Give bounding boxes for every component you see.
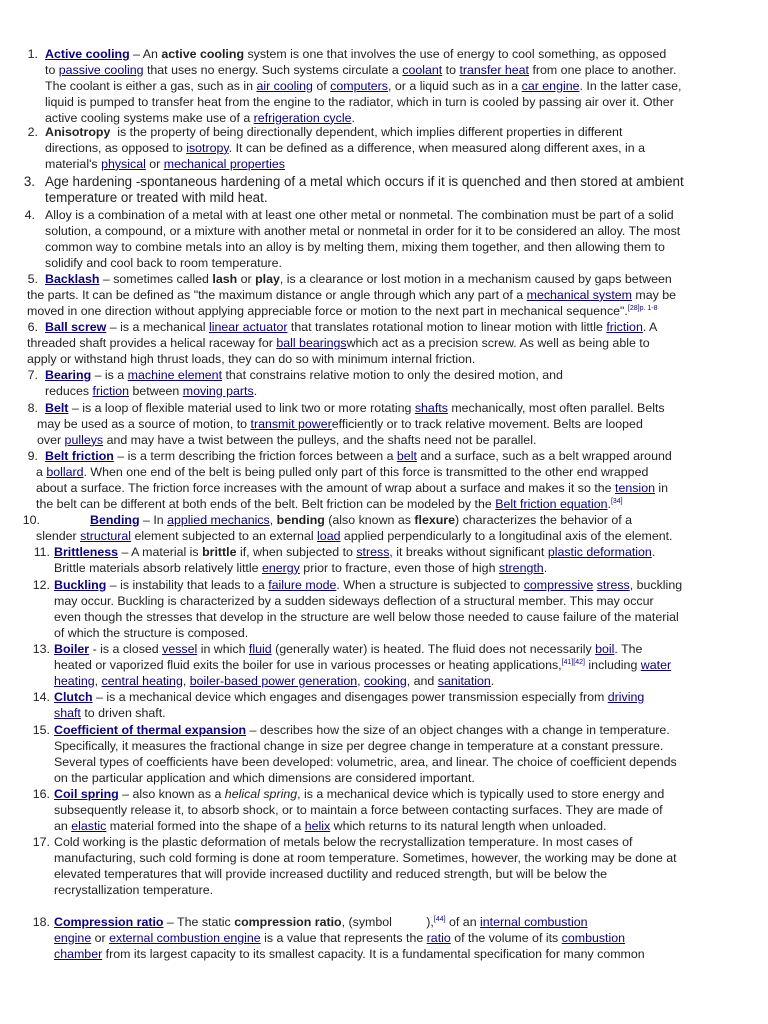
wiki-link[interactable]: ratio <box>426 930 451 945</box>
bold-term: Anisotropy <box>45 125 111 139</box>
text-run: elevated temperatures that will provide increased ductility and reduced strength, but will be below the <box>54 866 608 881</box>
text-run: or <box>91 930 110 945</box>
entry-line <box>27 304 657 320</box>
entry-number: 15. <box>32 723 50 737</box>
entry-line <box>45 256 282 272</box>
text-run: , is a mechanical device which is typically used to store energy and <box>297 787 665 801</box>
entry-line <box>37 417 643 433</box>
text-run: . When a structure is subjected to <box>336 578 524 592</box>
wiki-link[interactable]: passive cooling <box>58 62 144 77</box>
text-run: – An <box>129 47 162 61</box>
text-run: ) characterizes the behavior of a <box>455 513 633 527</box>
entry-number: 8. <box>27 401 38 415</box>
text-run: – also known as a <box>118 787 225 801</box>
text-run: of <box>312 78 331 93</box>
entry-line <box>54 578 682 594</box>
wiki-link[interactable]: moving parts <box>182 383 254 398</box>
text-run: Age hardening -spontaneous hardening of a metal which occurs if it is quenched and then stored at ambient <box>45 174 684 189</box>
entry-line <box>54 674 494 690</box>
wiki-link[interactable]: refrigeration cycle <box>253 110 352 125</box>
citation-ref[interactable]: [41][42] <box>561 658 585 666</box>
text-run: . It can be defined as a difference, when measured along different axes, in a <box>228 140 645 155</box>
term-link[interactable]: Coefficient of thermal expansion <box>54 723 247 737</box>
entry-number: 5. <box>27 272 38 286</box>
entry-line <box>54 755 677 771</box>
wiki-link[interactable]: water <box>640 657 672 672</box>
text-run: slender <box>36 528 81 543</box>
text-run: applied perpendicularly to a longitudinal axis of the element. <box>340 528 673 543</box>
wiki-link[interactable]: cooking <box>364 673 407 688</box>
text-run: , <box>357 673 365 688</box>
text-run: liquid is pumped to transfer heat from the engine to the radiator, which in turn is cooled by passing air over it. Other <box>45 94 674 109</box>
entry-line <box>54 787 664 803</box>
bold-term: brittle <box>202 545 237 559</box>
text-run: to <box>442 62 460 77</box>
text-run: – sometimes called <box>99 272 213 286</box>
wiki-link[interactable]: mechanical system <box>526 287 632 302</box>
text-run: which act as a precision screw. As well as being able to <box>346 335 650 350</box>
text-run: that translates rotational motion to linear motion with little <box>287 320 607 334</box>
bold-term: flexure <box>414 513 456 527</box>
text-run: may be used as a source of motion, to <box>37 416 251 431</box>
text-run: is the property of being directionally dependent, which implies different properties in different <box>110 125 623 139</box>
wiki-link[interactable]: ball bearings <box>276 335 347 350</box>
text-run: which returns to its natural length when unloaded. <box>330 818 607 833</box>
text-run: , <box>182 673 190 688</box>
text-run: of the volume of its <box>450 930 562 945</box>
wiki-link[interactable]: elastic <box>71 818 107 833</box>
text-run: in <box>654 480 669 495</box>
entry-number: 3. <box>23 174 35 189</box>
text-run: , (symbol ), <box>341 915 434 929</box>
entry-number: 14. <box>32 690 50 704</box>
wiki-link[interactable]: engine <box>54 930 92 945</box>
wiki-link[interactable]: physical <box>101 156 146 171</box>
italic-term: helical spring <box>224 787 298 801</box>
entry-line <box>27 288 676 304</box>
text-run: (generally water) is heated. The fluid does not necessarily <box>271 642 596 656</box>
text-run: . <box>351 110 355 125</box>
bold-term: active cooling <box>161 47 245 61</box>
text-run: threaded shaft provides a helical raceway for <box>27 335 277 350</box>
text-run: reduces <box>45 383 93 398</box>
wiki-link[interactable]: chamber <box>54 946 103 961</box>
text-run: material's <box>45 156 102 171</box>
entry-line <box>45 79 681 95</box>
entry-line <box>45 125 622 141</box>
term-link[interactable]: Clutch <box>54 690 93 704</box>
entry-line <box>45 449 672 465</box>
wiki-link[interactable]: tension <box>615 480 655 495</box>
text-run: . When one end of the belt is being pulled only part of this force is transmitted to the other end wrapped <box>83 464 649 479</box>
text-run: , and <box>406 673 438 688</box>
wiki-link[interactable]: fluid <box>248 642 272 656</box>
text-run: an <box>54 818 72 833</box>
entry-line <box>54 835 633 851</box>
text-run: prior to fracture, even those of high <box>299 560 499 575</box>
text-run: material formed into the shape of a <box>106 818 305 833</box>
term-link[interactable]: Ball screw <box>45 320 107 334</box>
text-run: . <box>607 496 611 511</box>
text-run: that uses no energy. Such systems circulate a <box>143 62 403 77</box>
wiki-link[interactable]: transfer heat <box>459 62 530 77</box>
entry-line <box>54 642 642 658</box>
text-run: – is a term describing the friction forces between a <box>113 449 397 463</box>
wiki-link[interactable]: linear actuator <box>208 320 288 334</box>
entry-line <box>54 658 671 674</box>
wiki-link[interactable]: car engine <box>521 78 580 93</box>
text-run: of which the structure is composed. <box>54 625 249 640</box>
text-run: from one place to another. <box>529 62 677 77</box>
text-run: Alloy is a combination of a metal with at least one other metal or nonmetal. The combination must be part of a solid <box>45 208 674 222</box>
text-run: – The static <box>163 915 235 929</box>
entry-number: 7. <box>27 368 38 382</box>
entry-line <box>54 915 587 931</box>
entry-line <box>54 851 677 867</box>
entry-line <box>90 513 632 529</box>
term-link[interactable]: Belt <box>45 401 69 415</box>
entry-line <box>54 739 663 755</box>
wiki-link[interactable]: sanitation <box>437 673 491 688</box>
citation-ref[interactable]: [34] <box>610 497 623 505</box>
entry-line <box>45 157 285 173</box>
text-run: . A <box>642 320 658 334</box>
term-link[interactable]: Bearing <box>45 368 92 382</box>
text-run: , buckling <box>629 578 683 592</box>
entry-number: 10. <box>22 513 40 527</box>
entry-number: 6. <box>27 320 38 334</box>
text-run: . <box>490 673 495 688</box>
wiki-link[interactable]: mechanical properties <box>163 156 285 171</box>
text-run: , <box>269 513 277 527</box>
text-run: moved in one direction without applying appreciable force or motion to the next part in mechanical sequence". <box>27 303 628 318</box>
wiki-link[interactable]: driving <box>607 690 645 704</box>
wiki-link[interactable]: external combustion engine <box>109 930 261 945</box>
entry-line <box>45 208 674 224</box>
entry-line <box>45 224 680 240</box>
entry-line <box>54 819 606 835</box>
wiki-link[interactable]: energy <box>261 560 300 575</box>
wiki-link[interactable]: stress <box>356 545 390 559</box>
text-run: - is a closed <box>89 642 163 656</box>
entry-line <box>45 174 684 190</box>
text-run: directions, as opposed to <box>45 140 187 155</box>
wiki-link[interactable]: Belt friction equation <box>495 496 608 511</box>
entry-line <box>54 883 213 899</box>
wiki-link[interactable]: load <box>317 528 341 543</box>
text-run: active cooling systems make use of a <box>45 110 254 125</box>
text-run: between <box>129 383 183 398</box>
text-run: – describes how the size of an object changes with a change in temperature. <box>246 723 670 737</box>
entry-line <box>45 47 666 63</box>
entry-line <box>45 272 672 288</box>
text-run: – is a mechanical device which engages and disengages power transmission especially from <box>92 690 608 704</box>
entry-line <box>45 190 268 206</box>
text-run: or <box>237 272 256 286</box>
entry-number: 16. <box>32 787 50 801</box>
wiki-link[interactable]: compressive <box>523 578 594 592</box>
text-run: of an <box>445 915 481 929</box>
term-link[interactable]: Brittleness <box>54 545 119 559</box>
wiki-link[interactable]: bollard <box>46 464 84 479</box>
entry-line <box>54 610 679 626</box>
entry-line <box>45 141 645 157</box>
entry-line <box>54 545 655 561</box>
text-run: , it breaks without significant <box>389 545 548 559</box>
entry-line <box>45 240 665 256</box>
text-run: – A material is <box>118 545 203 559</box>
text-run: efficiently or to track relative movement. Belts are looped <box>331 416 643 431</box>
text-run: over <box>37 432 65 447</box>
text-run: and a surface, such as a belt wrapped around <box>416 449 672 463</box>
bold-term: play <box>255 272 280 286</box>
wiki-link[interactable]: central heating <box>101 673 183 688</box>
term-link[interactable]: Coil spring <box>54 787 119 801</box>
text-run: or <box>145 156 164 171</box>
text-run: a <box>36 464 47 479</box>
citation-ref[interactable]: [44] <box>433 915 446 923</box>
text-run: may be <box>631 287 677 302</box>
text-run: . <box>253 383 258 398</box>
entry-line <box>54 931 625 947</box>
text-run: common way to combine metals into an alloy is by melting them, mixing them together, and then allowing them to <box>45 239 665 254</box>
bold-term: compression ratio <box>234 915 342 929</box>
wiki-link[interactable]: belt <box>396 449 417 463</box>
entry-number: 12. <box>32 578 50 592</box>
wiki-link[interactable]: air cooling <box>256 78 313 93</box>
entry-line <box>54 626 248 642</box>
term-link[interactable]: Compression ratio <box>54 915 164 929</box>
entry-line <box>54 803 663 819</box>
wiki-link[interactable]: structural <box>80 528 132 543</box>
text-run: – is a <box>91 368 128 382</box>
entry-number: 13. <box>32 642 50 656</box>
wiki-link[interactable]: friction <box>92 383 130 398</box>
wiki-link[interactable]: transmit power <box>250 416 332 431</box>
text-run: . The <box>614 642 643 656</box>
text-run: (also known as <box>324 513 415 527</box>
wiki-link[interactable]: computers <box>330 78 389 93</box>
wiki-link[interactable]: heating <box>54 673 95 688</box>
text-run: . <box>651 545 656 559</box>
term-link[interactable]: Belt friction <box>45 449 114 463</box>
text-run: heated or vaporized fluid exits the boiler for use in various processes or heating applications, <box>54 657 562 672</box>
entry-number: 1. <box>27 47 38 61</box>
entry-number: 2. <box>27 125 38 139</box>
text-run: recrystallization temperature. <box>54 882 214 897</box>
text-run: that constrains relative motion to only the desired motion, and <box>222 368 563 382</box>
wiki-link[interactable]: machine element <box>127 368 223 382</box>
text-run: temperature or treated with mild heat. <box>45 190 268 206</box>
text-run: – In <box>139 513 168 527</box>
term-link[interactable]: Boiler <box>54 642 90 656</box>
entry-number: 4. <box>24 208 35 222</box>
entry-line <box>54 867 607 883</box>
wiki-link[interactable]: coolant <box>402 62 443 77</box>
bold-term: lash <box>212 272 238 286</box>
text-run: The coolant is either a gas, such as in <box>45 78 257 93</box>
term-link[interactable]: Active cooling <box>45 47 130 61</box>
text-run: Specifically, it measures the fractional change in size per degree change in temperature at a constant pressure. <box>54 738 664 753</box>
wiki-link[interactable]: shafts <box>414 401 448 415</box>
text-run: including <box>584 657 641 672</box>
wiki-link[interactable]: applied mechanics <box>167 513 270 527</box>
text-run: Cold working is the plastic deformation of metals below the recrystallization temperature. In most cases of <box>54 835 633 849</box>
text-run: the belt can be different at both ends of the belt. Belt friction can be modeled by the <box>36 496 496 511</box>
entry-line <box>45 320 657 336</box>
entry-line <box>54 947 645 963</box>
text-run: – is instability that leads to a <box>106 578 269 592</box>
text-run: in which <box>197 642 249 656</box>
text-run: from its largest capacity to its smallest capacity. It is a fundamental specification for many common <box>102 946 645 961</box>
text-run: apply or withstand high thrust loads, they can do so with minimum internal friction. <box>27 351 476 366</box>
entry-line <box>54 771 475 787</box>
entry-line <box>36 497 623 513</box>
entry-line <box>54 594 654 610</box>
text-run: if, when subjected to <box>236 545 357 559</box>
wiki-link[interactable]: friction <box>606 320 643 334</box>
entry-line <box>54 706 166 722</box>
wiki-link[interactable]: internal combustion <box>480 915 588 929</box>
text-run: . In the latter case, <box>579 78 682 93</box>
wiki-link[interactable]: failure mode <box>268 578 337 592</box>
bold-term: bending <box>276 513 325 527</box>
text-run: mechanically, most often parallel. Belts <box>447 401 665 415</box>
entry-number: 11. <box>33 545 50 559</box>
wiki-link[interactable]: combustion <box>561 930 626 945</box>
text-run: – is a mechanical <box>106 320 209 334</box>
text-run: element subjected to an external <box>131 528 318 543</box>
entry-line <box>54 723 670 739</box>
text-run: is a value that represents the <box>260 930 427 945</box>
entry-number: 9. <box>27 449 38 463</box>
text-run: manufacturing, such cold forming is done at room temperature. Sometimes, however, the working may be done at <box>54 850 677 865</box>
text-run: , is a clearance or lost motion in a mechanism caused by gaps between <box>279 272 672 286</box>
text-run: even though the stresses that develop in the structure are well below those needed to cause failure of the material <box>54 609 679 624</box>
term-link[interactable]: Backlash <box>45 272 100 286</box>
entry-line <box>45 95 674 111</box>
wiki-link[interactable]: vessel <box>162 642 198 656</box>
wiki-link[interactable]: plastic deformation <box>547 545 652 559</box>
text-run: , <box>94 673 102 688</box>
entry-line <box>36 465 648 481</box>
wiki-link[interactable]: stress <box>596 578 630 592</box>
entry-line <box>27 352 475 368</box>
text-run: , or a liquid such as in a <box>388 78 522 93</box>
text-run: Brittle materials absorb relatively little <box>54 560 262 575</box>
wiki-link[interactable]: boiler-based power generation <box>189 673 358 688</box>
text-run: to <box>45 62 59 77</box>
entry-line <box>27 336 650 352</box>
entry-line <box>45 384 257 400</box>
text-run: on the particular application and which dimensions are considered important. <box>54 770 475 785</box>
entry-number: 18. <box>32 915 50 929</box>
wiki-link[interactable]: isotropy <box>186 140 229 155</box>
text-run: the parts. It can be defined as "the maximum distance or angle through which any part of a <box>27 287 527 302</box>
term-link[interactable]: Bending <box>90 513 140 527</box>
entry-line <box>37 433 536 449</box>
wiki-link[interactable]: helix <box>304 818 331 833</box>
entry-line <box>36 529 673 545</box>
entry-line <box>45 63 676 79</box>
text-run: solidify and cool back to room temperature. <box>45 255 282 270</box>
entry-line <box>36 481 668 497</box>
wiki-link[interactable]: boil <box>595 642 615 656</box>
text-run: about a surface. The friction force increases with the amount of wrap about a surface and makes it so the <box>36 480 616 495</box>
wiki-link[interactable]: strength <box>498 560 544 575</box>
text-run: system is one that involves the use of energy to cool something, as opposed <box>244 47 667 61</box>
text-run: may occur. Buckling is characterized by a sudden sideways deflection of a structural member. This may occur <box>54 593 654 608</box>
entry-number: 17. <box>32 835 50 849</box>
entry-line <box>54 690 644 706</box>
text-run: subsequently release it, to absorb shock, or to maintain a force between contacting surfaces. They are made of <box>54 802 663 817</box>
entry-line <box>45 368 563 384</box>
text-run: to driven shaft. <box>80 705 166 720</box>
text-run: – is a loop of flexible material used to link two or more rotating <box>68 401 415 415</box>
text-run: Several types of coefficients have been developed: volumetric, area, and linear. The choice of coefficient depends <box>54 754 677 769</box>
wiki-link[interactable]: shaft <box>54 705 81 720</box>
term-link[interactable]: Buckling <box>54 578 107 592</box>
wiki-link[interactable]: pulleys <box>64 432 104 447</box>
entry-line <box>54 561 547 577</box>
text-run: solution, a compound, or a mixture with another metal or nonmetal in order for it to be considered an alloy. The most <box>45 223 681 238</box>
text-run: . <box>543 560 548 575</box>
entry-line <box>45 401 665 417</box>
citation-ref[interactable]: [28]p. 1-8 <box>627 304 658 312</box>
text-run: and may have a twist between the pulleys, and the shafts need not be parallel. <box>103 432 537 447</box>
